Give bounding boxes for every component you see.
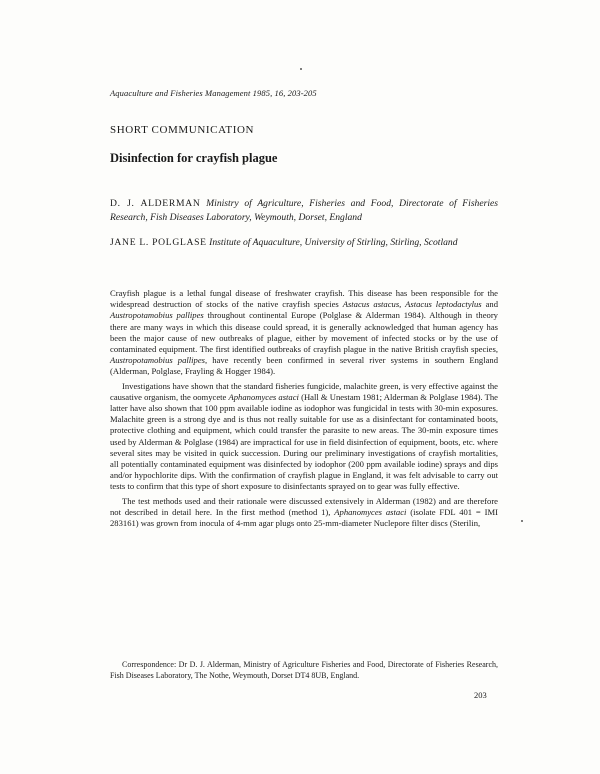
species-name: Aphanomyces astaci (228, 391, 299, 402)
correspondence-footnote: Correspondence: Dr D. J. Alderman, Ministry of Agriculture Fisheries and Food, Directorate of Fisheries Research, Fish Diseases Laboratory, The Nothe, Weymouth, Dorset DT4 8UB, England. (110, 660, 498, 680)
author-affiliation: Institute of Aquaculture, University of Stirling, Stirling, Scotland (209, 237, 458, 248)
author-name: JANE L. POLGLASE (110, 237, 207, 248)
text-run: (isolate FDL 401 = IMI 283161) was grown from inocula of 4-mm agar plugs onto 25-mm-diameter Nuclepore filter discs (Sterilin, (110, 506, 499, 529)
text-run: and (481, 299, 499, 310)
author-affiliation: Ministry of Agriculture, Fisheries and Food, Directorate of Fisheries Research, Fish Diseases Laboratory, Weymouth, Dorset, England (110, 198, 499, 223)
scan-speck (300, 68, 302, 70)
author-block-2 (110, 236, 498, 250)
paragraph-2 (110, 381, 498, 493)
article-title: Disinfection for crayfish plague (110, 151, 278, 165)
paragraph-3 (110, 496, 498, 530)
text-run: throughout continental Europe (Polglase & Alderman 1984). Although in theory there are many ways in which this disease could spread, it is generally acknowledged that human agency has been the major cause of new outbreaks of plague, either by movement of infected stocks or by the use of contaminated equipment. The first identified outbreaks of crayfish plague in the native British crayfish species, (110, 310, 498, 355)
text-run: Crayfish plague is a lethal fungal disease of freshwater crayfish. This disease has been responsible for the widespread destruction of stocks of the native crayfish species (110, 288, 498, 310)
species-name: Austropotamobius pallipes (110, 310, 204, 321)
section-heading: SHORT COMMUNICATION (110, 124, 255, 136)
article-body (110, 288, 498, 529)
species-name: Aphanomyces astaci (334, 506, 407, 517)
species-name: Astacus astacus, Astacus leptodactylus (342, 299, 482, 310)
paragraph-1 (110, 288, 498, 378)
species-name: Austropotamobius pallipes (110, 355, 206, 366)
page-number: 203 (474, 690, 487, 700)
text-run: , have recently been confirmed in several river systems in southern England (Alderman, Polglase, Frayling & Hogger 1984). (110, 355, 498, 377)
author-block-1 (110, 197, 498, 225)
author-name: D. J. ALDERMAN (110, 198, 201, 209)
scan-speck (521, 520, 523, 522)
text-run: The test methods used and their rationale were discussed extensively in Alderman (1982) and are therefore not described in detail here. In the first method (method 1), (110, 495, 498, 517)
text-run: Investigations have shown that the standard fisheries fungicide, malachite green, is very effective against the causative organism, the oomycete (110, 380, 498, 402)
text-run: (Hall & Unestam 1981; Alderman & Polglase 1984). The latter have also shown that 100 ppm available iodine as iodophor was fungicidal in tests with 30-min exposures. Malachite green is a strong dye and is thus not really suitable for use as a disinfectant for contaminated boots, protective clothing and equipment, which could transfer the parasite to new areas. The 30-min exposure times used by Alderman & Polglase (1984) are impractical for use in field disinfection of equipment, boots, etc. where several sites may be visited in quick succession. During our preliminary investigations of crayfish mortalities, all potentially contaminated equipment was disinfected by iodophor (200 ppm available iodine) sprays and dips and/or hypochlorite dips. With the confirmation of crayfish plague in England, it was felt advisable to carry out tests to confirm that this type of short exposure to disinfectants sprayed on to gear was fully effective. (110, 391, 498, 492)
journal-citation: Aquaculture and Fisheries Management 1985, 16, 203-205 (110, 88, 317, 98)
